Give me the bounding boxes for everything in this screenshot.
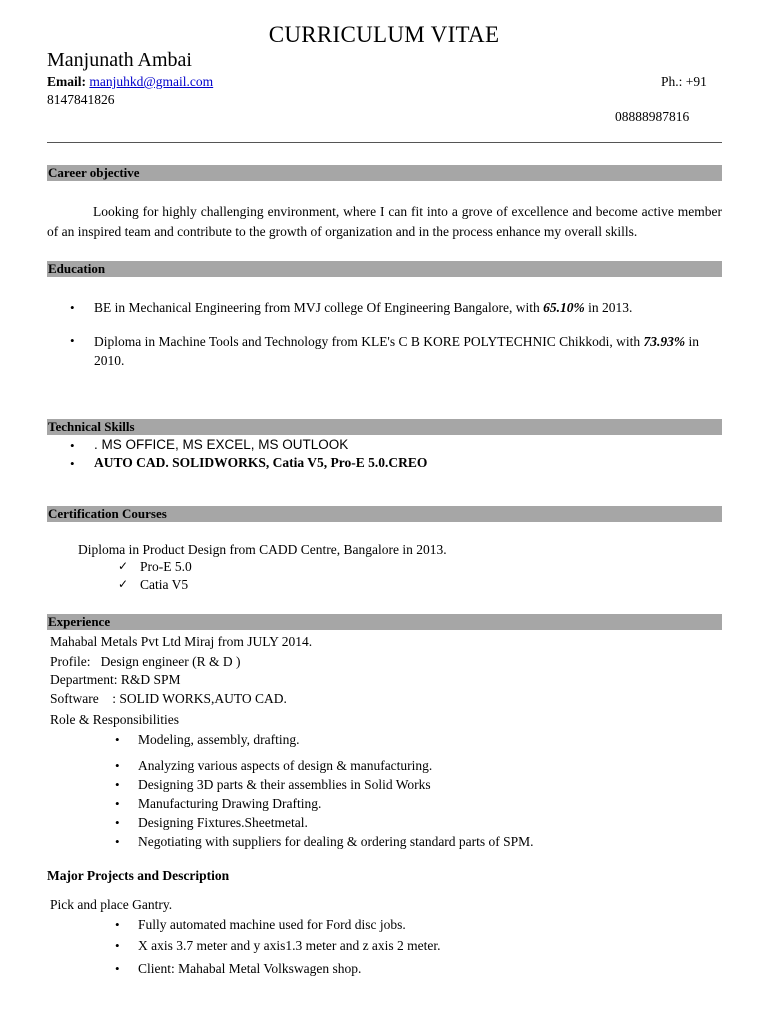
role-item: Analyzing various aspects of design & manufacturing. [138, 758, 433, 773]
project-item: Client: Mahabal Metal Volkswagen shop. [138, 961, 362, 976]
role-item: Designing Fixtures.Sheetmetal. [138, 815, 308, 830]
project-item: Fully automated machine used for Ford disc jobs. [138, 917, 406, 932]
education-item [94, 332, 724, 370]
candidate-name: Manjunath Ambai [47, 49, 192, 71]
education-score: 73.93% [643, 334, 686, 349]
certification-item: Catia V5 [140, 577, 189, 592]
certification-item: Pro-E 5.0 [140, 559, 192, 574]
checkmark-icon: ✓ [118, 559, 129, 573]
bullet-icon: • [115, 961, 120, 976]
section-heading-experience: Experience [47, 614, 722, 630]
role-item: Designing 3D parts & their assemblies in Solid Works [138, 777, 431, 792]
education-item-text: Diploma in Machine Tools and Technology from KLE's C B KORE POLYTECHNIC Chikkodi, with [94, 334, 644, 349]
project-item: X axis 3.7 meter and y axis1.3 meter and z axis 2 meter. [138, 938, 441, 953]
certification-intro: Diploma in Product Design from CADD Centre, Bangalore in 2013. [78, 542, 447, 557]
section-heading-career: Career objective [47, 165, 722, 181]
phone-label: Ph.: +91 [661, 74, 707, 89]
document-title: CURRICULUM VITAE [268, 22, 500, 47]
email-label: Email: [47, 74, 86, 89]
experience-profile: Profile: Design engineer (R & D ) [50, 654, 241, 669]
role-item: Negotiating with suppliers for dealing & ordering standard parts of SPM. [138, 834, 534, 849]
experience-department: Department: R&D SPM [50, 672, 181, 687]
bullet-icon: • [70, 438, 75, 453]
role-label: Role & Responsibilities [50, 712, 180, 727]
section-heading-certification: Certification Courses [47, 506, 722, 522]
bullet-icon: • [70, 300, 75, 315]
education-item-text: BE in Mechanical Engineering from MVJ college Of Engineering Bangalore, with [94, 300, 544, 315]
role-item: Manufacturing Drawing Drafting. [138, 796, 322, 811]
experience-company: Mahabal Metals Pvt Ltd Miraj from JULY 2014. [50, 634, 313, 649]
bullet-icon: • [115, 777, 120, 792]
bullet-icon: • [115, 917, 120, 932]
project-name: Pick and place Gantry. [50, 897, 173, 912]
bullet-icon: • [115, 815, 120, 830]
phone-number-2: 08888987816 [615, 109, 690, 124]
bullet-icon: • [70, 456, 75, 471]
education-item-year: in 2010. [94, 334, 700, 368]
bullet-icon: • [115, 796, 120, 811]
education-score: 65.10% [543, 300, 585, 315]
skill-item: AUTO CAD. SOLIDWORKS, Catia V5, Pro-E 5.0.CREO [94, 455, 428, 470]
section-heading-skills: Technical Skills [47, 419, 722, 435]
checkmark-icon: ✓ [118, 577, 129, 591]
section-heading-projects: Major Projects and Description [47, 868, 230, 883]
email-line [47, 74, 213, 90]
bullet-icon: • [115, 834, 120, 849]
experience-software: Software : SOLID WORKS,AUTO CAD. [50, 691, 287, 706]
bullet-icon: • [115, 758, 120, 773]
career-objective-text: Looking for highly challenging environment, where I can fit into a grove of excellence and become active member of an inspired team and contribute to the growth of organization and in the process enhance my overall skills. [47, 204, 722, 239]
bullet-icon: • [115, 732, 120, 747]
bullet-icon: • [115, 938, 120, 953]
skill-item: . MS OFFICE, MS EXCEL, MS OUTLOOK [94, 437, 349, 452]
phone-number-1: 8147841826 [47, 92, 115, 107]
role-item: Modeling, assembly, drafting. [138, 732, 300, 747]
education-item-year: in 2013. [584, 300, 633, 315]
email-link[interactable]: manjuhkd@gmail.com [89, 74, 214, 89]
header-divider [47, 142, 722, 143]
education-item [94, 300, 632, 316]
section-heading-education: Education [47, 261, 722, 277]
bullet-icon: • [70, 333, 75, 348]
